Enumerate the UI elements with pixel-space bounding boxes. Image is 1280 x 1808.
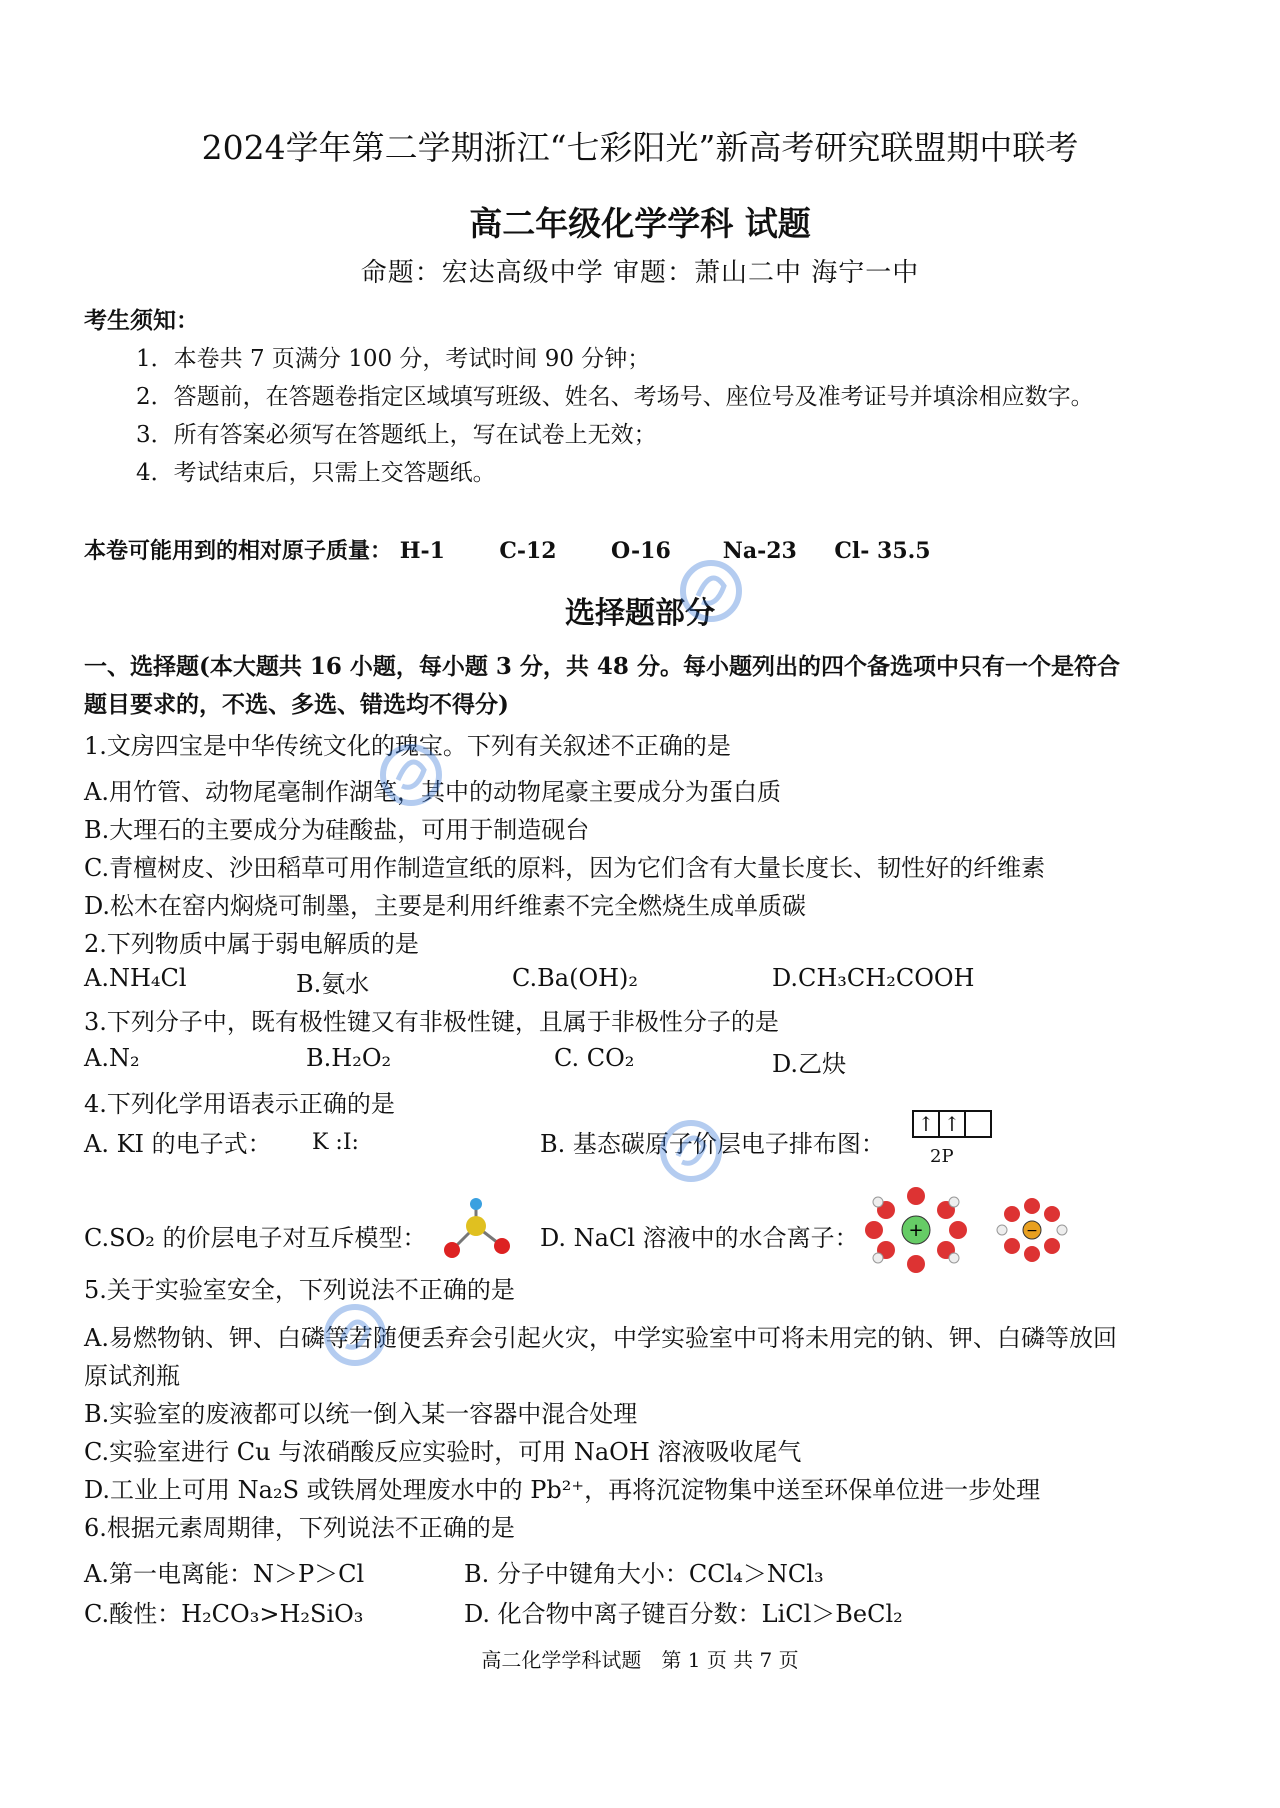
q6-option-d: D. 化合物中离子键百分数：LiCl＞BeCl₂ bbox=[464, 1600, 903, 1628]
q3-option-c: C. CO₂ bbox=[554, 1044, 635, 1072]
watermark-logo-icon bbox=[376, 740, 446, 810]
q6-option-c: C.酸性：H₂CO₃>H₂SiO₃ bbox=[84, 1600, 364, 1628]
exam-subtitle: 高二年级化学学科 试题 bbox=[469, 204, 811, 243]
q6-stem: 6.根据元素周期律，下列说法不正确的是 bbox=[84, 1514, 515, 1542]
part1-heading: 一、选择题(本大题共 16 小题，每小题 3 分，共 48 分。每小题列出的四个备选项中只有一个是符合 bbox=[84, 653, 1120, 680]
mass-h: H-1 bbox=[399, 538, 445, 564]
q4-option-b: B. 基态碳原子价层电子排布图： bbox=[540, 1130, 885, 1158]
q2-stem: 2.下列物质中属于弱电解质的是 bbox=[84, 930, 419, 958]
q2-option-b: B.氨水 bbox=[296, 970, 370, 998]
orbital-box-2: ↑ bbox=[938, 1110, 966, 1138]
q1-stem: 1.文房四宝是中华传统文化的瑰宝。下列有关叙述不正确的是 bbox=[84, 732, 731, 760]
notice-item-4: 4．考试结束后，只需上交答题纸。 bbox=[136, 460, 496, 486]
q5-option-a-cont: 原试剂瓶 bbox=[84, 1362, 180, 1390]
q3-option-b: B.H₂O₂ bbox=[306, 1044, 392, 1072]
watermark-logo-icon bbox=[320, 1300, 390, 1370]
q4-option-c: C.SO₂ 的价层电子对互斥模型： bbox=[84, 1224, 427, 1252]
so2-vsepr-model-image bbox=[436, 1192, 516, 1262]
q2-option-c: C.Ba(OH)₂ bbox=[512, 964, 639, 992]
q5-option-c: C.实验室进行 Cu 与浓硝酸反应实验时，可用 NaOH 溶液吸收尾气 bbox=[84, 1438, 802, 1466]
notice-item-3: 3．所有答案必须写在答题纸上，写在试卷上无效； bbox=[136, 422, 657, 448]
q5-option-b: B.实验室的废液都可以统一倒入某一容器中混合处理 bbox=[84, 1400, 638, 1428]
ki-electron-formula: K :I: bbox=[312, 1130, 359, 1155]
q2-option-a: A.NH₄Cl bbox=[84, 964, 187, 992]
q4-option-a: A. KI 的电子式： bbox=[84, 1130, 272, 1158]
orbital-label-2p: 2P bbox=[930, 1146, 954, 1167]
mass-o: O-16 bbox=[611, 538, 671, 564]
orbital-box-3 bbox=[964, 1110, 992, 1138]
mass-na: Na-23 bbox=[722, 538, 797, 564]
q1-option-a: A.用竹管、动物尾毫制作湖笔，其中的动物尾豪主要成分为蛋白质 bbox=[84, 778, 781, 806]
q4-option-d: D. NaCl 溶液中的水合离子： bbox=[540, 1224, 859, 1252]
notice-heading: 考生须知： bbox=[84, 307, 199, 334]
q5-stem: 5.关于实验室安全，下列说法不正确的是 bbox=[84, 1276, 515, 1304]
q5-option-a: A.易燃物钠、钾、白磷等若随便丢弃会引起火灾，中学实验室中可将未用完的钠、钾、白磷等放回 bbox=[84, 1324, 1117, 1352]
svg-text:−: − bbox=[1026, 1223, 1038, 1239]
watermark-logo-icon bbox=[676, 556, 746, 626]
q3-option-a: A.N₂ bbox=[84, 1044, 140, 1072]
atomic-masses-label: 本卷可能用到的相对原子质量： bbox=[84, 538, 393, 564]
q5-option-d: D.工业上可用 Na₂S 或铁屑处理废水中的 Pb²⁺，再将沉淀物集中送至环保单位进一步处理 bbox=[84, 1476, 1041, 1504]
q3-option-d: D.乙炔 bbox=[772, 1050, 847, 1078]
q3-stem: 3.下列分子中，既有极性键又有非极性键，且属于非极性分子的是 bbox=[84, 1008, 779, 1036]
hydrated-ions-image bbox=[856, 1180, 1086, 1280]
q6-option-a: A.第一电离能：N＞P＞Cl bbox=[84, 1560, 365, 1588]
mass-cl: Cl- 35.5 bbox=[834, 538, 931, 564]
q4-stem: 4.下列化学用语表示正确的是 bbox=[84, 1090, 395, 1118]
page-footer: 高二化学学科试题 第 1 页 共 7 页 bbox=[481, 1648, 799, 1672]
notice-item-2: 2．答题前，在答题卷指定区域填写班级、姓名、考场号、座位号及准考证号并填涂相应数字。 bbox=[136, 384, 1094, 410]
q2-option-d: D.CH₃CH₂COOH bbox=[772, 964, 975, 992]
q1-option-d: D.松木在窑内焖烧可制墨，主要是利用纤维素不完全燃烧生成单质碳 bbox=[84, 892, 807, 920]
q1-option-b: B.大理石的主要成分为硅酸盐，可用于制造砚台 bbox=[84, 816, 590, 844]
svg-text:+: + bbox=[908, 1220, 924, 1241]
orbital-diagram-2p bbox=[912, 1110, 990, 1138]
q6-option-b: B. 分子中键角大小：CCl₄＞NCl₃ bbox=[464, 1560, 824, 1588]
mass-c: C-12 bbox=[499, 538, 557, 564]
notice-item-1: 1．本卷共 7 页满分 100 分，考试时间 90 分钟； bbox=[136, 346, 651, 372]
section-title: 选择题部分 bbox=[565, 596, 715, 631]
orbital-box-1: ↑ bbox=[912, 1110, 940, 1138]
part1-heading-cont: 题目要求的，不选、多选、错选均不得分) bbox=[84, 691, 509, 718]
atomic-masses bbox=[84, 534, 931, 565]
q1-option-c: C.青檀树皮、沙田稻草可用作制造宣纸的原料，因为它们含有大量长度长、韧性好的纤维素 bbox=[84, 854, 1046, 882]
exam-authors: 命题：宏达高级中学 审题：萧山二中 海宁一中 bbox=[360, 258, 920, 288]
exam-title: 2024学年第二学期浙江“七彩阳光”新高考研究联盟期中联考 bbox=[201, 128, 1079, 167]
watermark-logo-icon bbox=[656, 1116, 726, 1186]
